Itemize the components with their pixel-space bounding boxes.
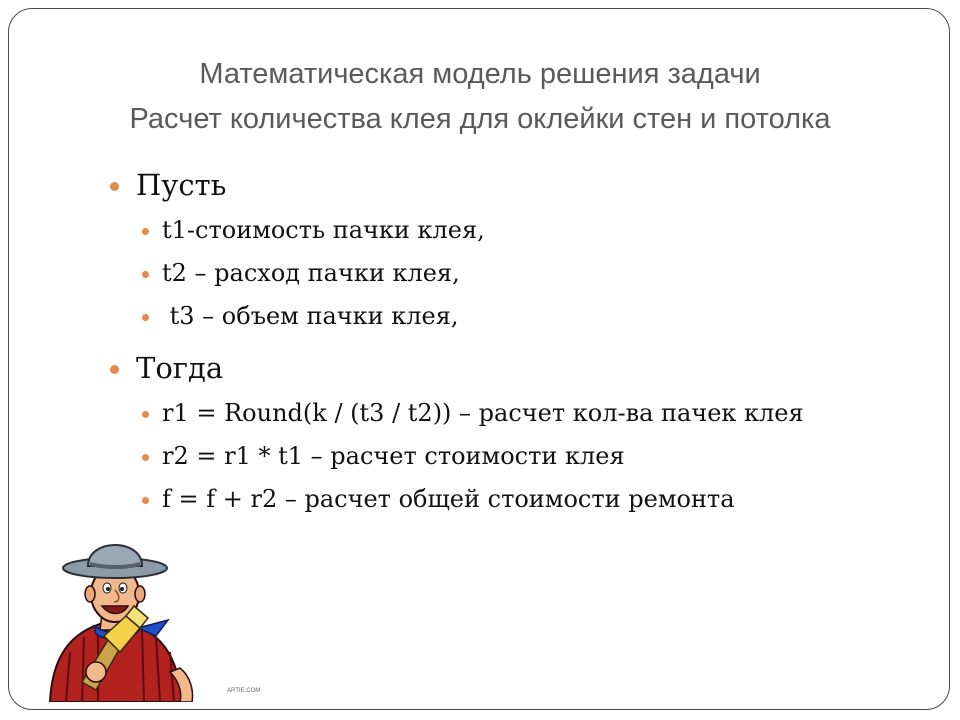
sub-bullet-text: t3 – объем пачки клея,: [162, 302, 459, 330]
bullet-dot-icon: [142, 271, 149, 278]
bullet-label: Пусть: [136, 168, 227, 202]
sub-bullet: [104, 483, 924, 516]
sub-bullet: [104, 257, 924, 290]
bullet-dot-icon: [142, 454, 149, 461]
slide-title: [0, 52, 960, 142]
title-line-2: Расчет количества клея для оклейки стен и потолка: [129, 103, 831, 135]
bullet-dot-icon: [110, 182, 119, 191]
sub-bullet-text: t1-стоимость пачки клея,: [162, 216, 485, 244]
sub-bullet-text: f = f + r2 – расчет общей стоимости ремонта: [162, 485, 735, 513]
bullet-dot-icon: [142, 228, 149, 235]
bullet-togda: [104, 349, 924, 387]
bullet-label: Тогда: [136, 351, 224, 385]
sub-bullet-text: t2 – расход пачки клея,: [162, 259, 460, 287]
sub-bullet: [104, 397, 924, 430]
painter-clipart-icon: [30, 532, 260, 702]
bullet-pust: [104, 166, 924, 204]
clipart-credit: ARTIE.COM: [227, 688, 261, 694]
title-line-1: Математическая модель решения задачи: [199, 58, 761, 90]
bullet-dot-icon: [142, 497, 149, 504]
sub-bullet-text: r1 = Round(k / (t3 / t2)) – расчет кол-ва пачек клея: [162, 399, 804, 427]
bullet-dot-icon: [142, 314, 149, 321]
bullet-dot-icon: [110, 365, 119, 374]
bullet-dot-icon: [142, 411, 149, 418]
sub-bullet: [104, 440, 924, 473]
slide-content: [104, 160, 924, 526]
sub-bullet: [104, 214, 924, 247]
sub-bullet: [104, 300, 924, 333]
sub-bullet-text: r2 = r1 * t1 – расчет стоимости клея: [162, 442, 625, 470]
